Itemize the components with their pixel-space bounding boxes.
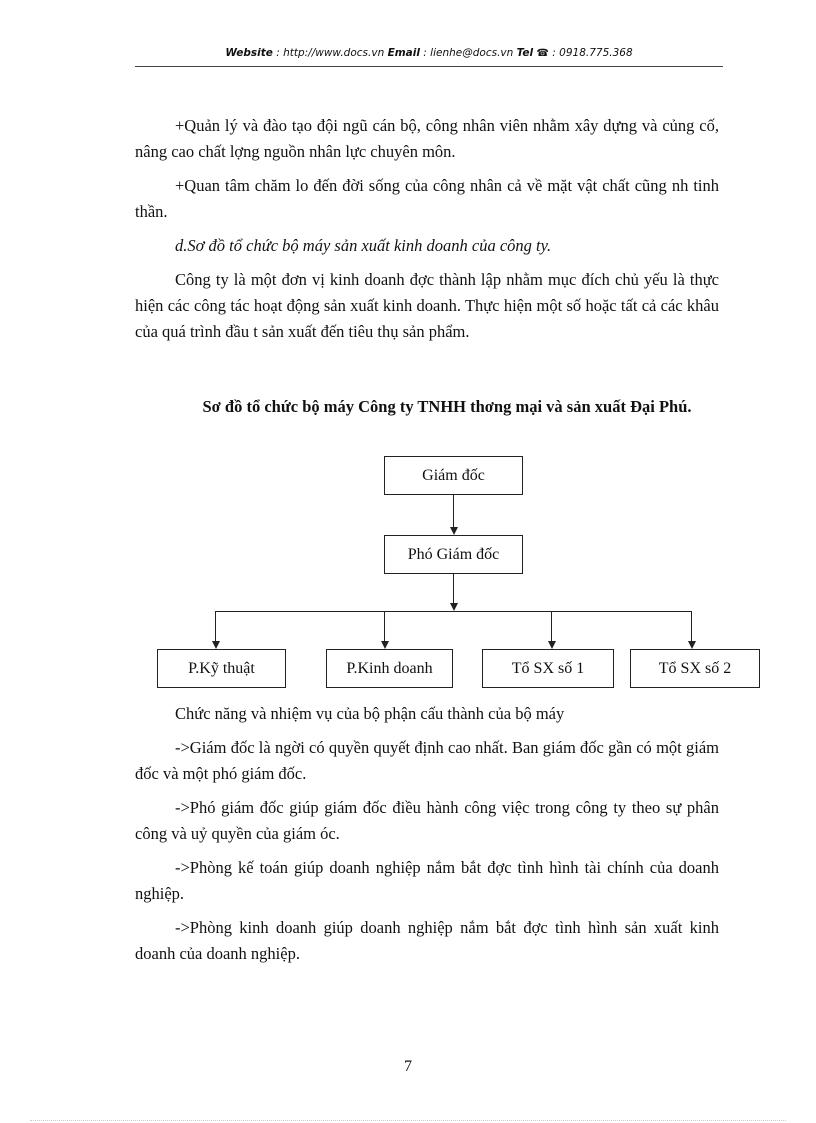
website-label: Website xyxy=(225,47,273,59)
paragraph: Chức năng và nhiệm vụ của bộ phận cấu thành của bộ máy xyxy=(175,704,565,723)
email-value: : lienhe@docs.vn xyxy=(419,47,517,59)
department-box-technical: P.Kỹ thuật xyxy=(157,649,286,688)
arrow-head xyxy=(450,527,458,535)
paragraph: ->Phòng kế toán giúp doanh nghiệp nắm bắt đợc tình hình tài chính của doanh nghiệp. xyxy=(135,858,719,903)
arrow-head xyxy=(381,641,389,649)
paragraph: +Quản lý và đào tạo đội ngũ cán bộ, công nhân viên nhằm xây dựng và củng cố, nâng cao chất lợng nguồn nhân lực chuyên môn. xyxy=(135,116,719,161)
department-box-business: P.Kinh doanh xyxy=(326,649,453,688)
section-heading: d.Sơ đồ tổ chức bộ máy sản xuất kinh doanh của công ty. xyxy=(175,236,552,255)
paragraph: Công ty là một đơn vị kinh doanh đợc thành lập nhằm mục đích chủ yếu là thực hiện các công tác hoạt động sản xuất kinh doanh. Thực hiện một số hoặc tất cả các khâu của quá trình đầu t sản xuất đến tiêu thụ sản phẩm. xyxy=(135,270,719,341)
connector-line xyxy=(453,495,454,527)
director-box: Giám đốc xyxy=(384,456,523,495)
connector-line xyxy=(215,611,216,641)
page-number: 7 xyxy=(404,1058,412,1075)
connector-line xyxy=(551,611,552,641)
connector-line xyxy=(453,574,454,604)
paragraph: ->Giám đốc là ngời có quyền quyết định cao nhất. Ban giám đốc gần có một giám đốc và một phó giám đốc. xyxy=(135,738,719,783)
department-box-team-1: Tổ SX số 1 xyxy=(482,649,614,688)
connector-line xyxy=(384,611,385,641)
deputy-director-box: Phó Giám đốc xyxy=(384,535,523,574)
tel-label: Tel xyxy=(516,47,534,59)
body-text-bottom xyxy=(135,701,719,975)
body-text-top xyxy=(135,113,719,353)
website-value: : http://www.docs.vn xyxy=(272,47,388,59)
paragraph: ->Phòng kinh doanh giúp doanh nghiệp nắm bắt đợc tình hình sản xuất kinh doanh của doanh nghiệp. xyxy=(135,918,719,963)
org-chart-title: Sơ đồ tổ chức bộ máy Công ty TNHH thơng mại và sản xuất Đại Phú. xyxy=(202,397,692,416)
bottom-divider xyxy=(30,1120,786,1121)
email-label: Email xyxy=(387,47,420,59)
page-header xyxy=(135,47,723,59)
connector-line xyxy=(691,611,692,641)
arrow-head xyxy=(450,603,458,611)
header-divider xyxy=(135,66,723,67)
tel-value: : 0918.775.368 xyxy=(548,47,633,59)
phone-icon: ☎ xyxy=(536,48,549,59)
department-box-team-2: Tổ SX số 2 xyxy=(630,649,760,688)
paragraph: +Quan tâm chăm lo đến đời sống của công nhân cả về mặt vật chất cũng nh tinh thần. xyxy=(135,176,719,221)
arrow-head xyxy=(688,641,696,649)
paragraph: ->Phó giám đốc giúp giám đốc điều hành công việc trong công ty theo sự phân công và uỷ quyền của giám óc. xyxy=(135,798,719,843)
branch-line xyxy=(215,611,691,612)
arrow-head xyxy=(212,641,220,649)
arrow-head xyxy=(548,641,556,649)
